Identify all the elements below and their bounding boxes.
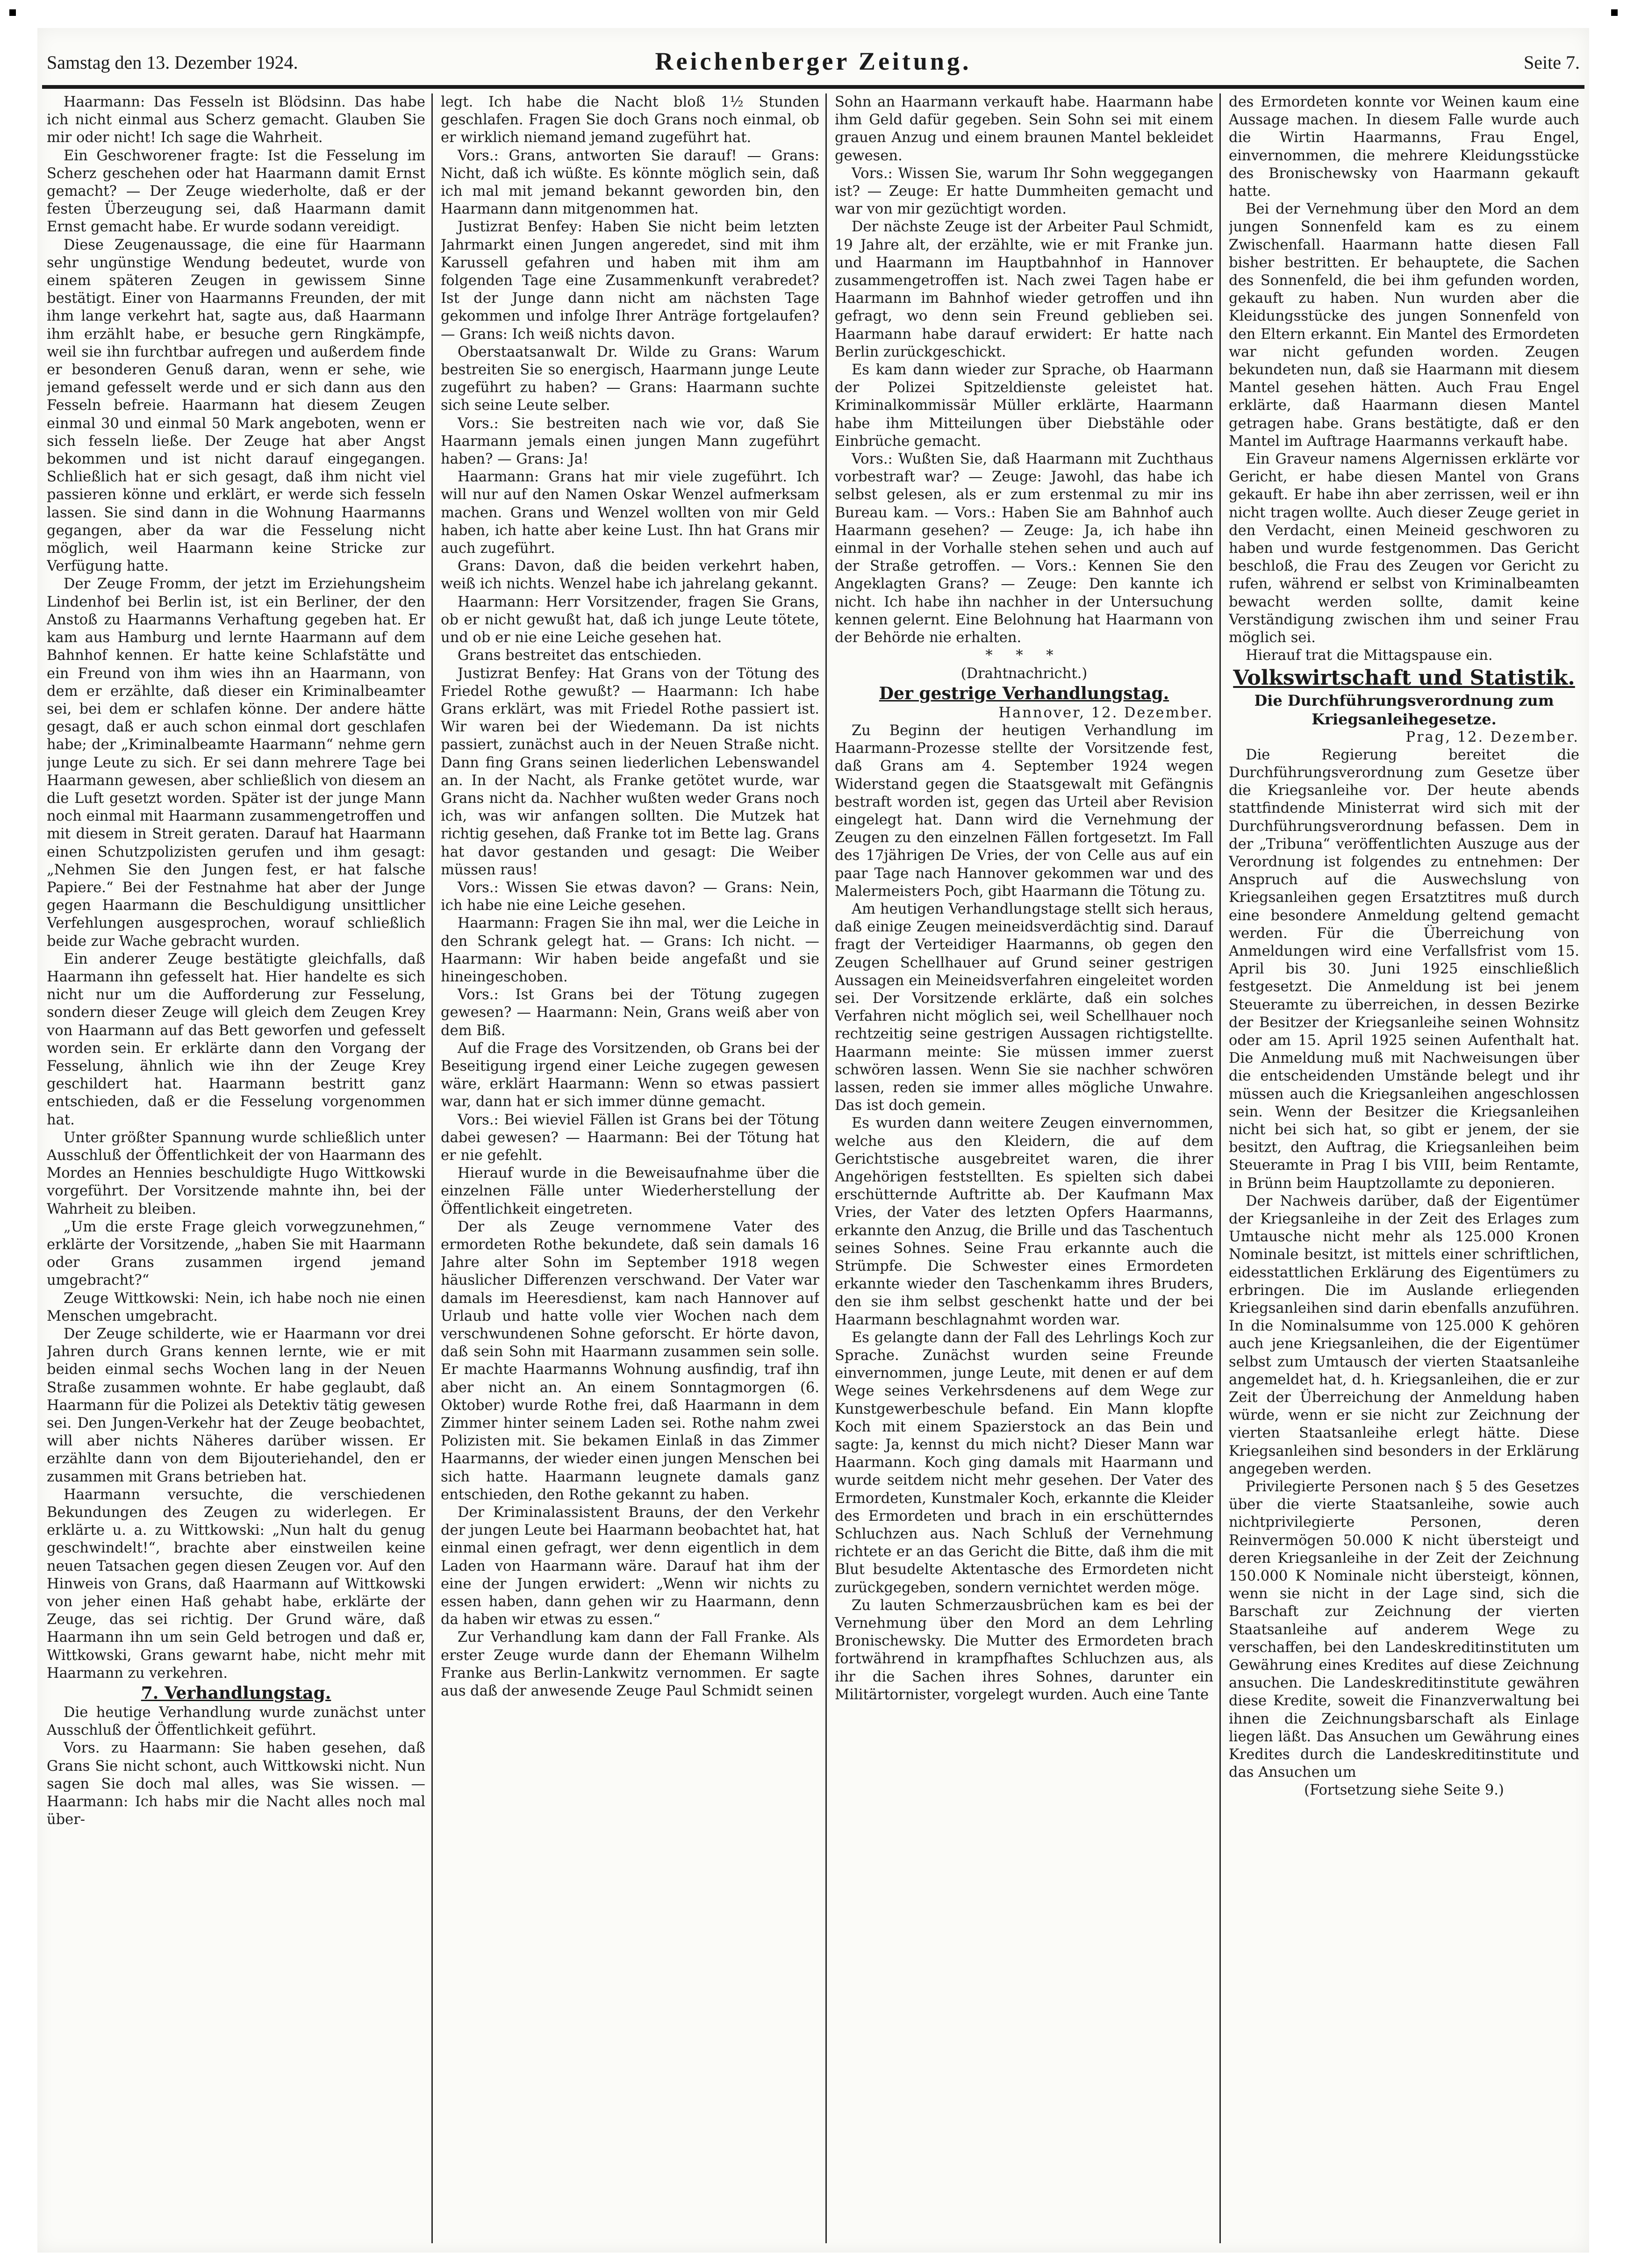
paragraph: Vors.: Sie bestreiten nach wie vor, daß Sie Haarmann jemals einen jungen Mann zugeführt haben? — Grans: Ja! <box>441 415 819 468</box>
paragraph: Zur Verhandlung kam dann der Fall Franke. Als erster Zeuge wurde dann der Ehemann Wilhelm Franke aus Berlin-Lankwitz vernommen. Er sagte aus daß der anwesende Zeuge Paul Schmidt seinen <box>441 1629 819 1700</box>
paragraph: des Ermordeten konnte vor Weinen kaum eine Aussage machen. In diesem Falle wurde auch die Wirtin Haarmanns, Frau Engel, einvernommen, die mehrere Kleidungsstücke des Bronischewsky von Haarmann gekauft hatte. <box>1229 94 1579 200</box>
column-3 <box>835 93 1213 2243</box>
paragraph: Es gelangte dann der Fall des Lehrlings Koch zur Sprache. Zunächst wurden seine Freunde einvernommen, junge Leute, mit denen er auf dem Wege seines Verkehrsdenens auf dem Wege zur Kunstgewerbeschule befand. Ein Mann klopfte Koch mit einem Spazierstock an das Bein und sagte: Ja, kennst du mich nicht? Dieser Mann war Haarmann. Koch ging damals mit Haarmann und wurde seitdem nicht mehr gesehen. Der Vater des Ermordeten, Kunstmaler Koch, erkannte die Kleider des Ermordeten und brach in ein erschütterndes Schluchzen aus. Nach Schluß der Vernehmung richtete er an das Gericht die Bitte, daß ihm die mit Blut besudelte Aktentasche des Ermordeten nicht zurückgegeben, sondern vernichtet werden möge. <box>835 1329 1213 1596</box>
paragraph: Grans bestreitet das entschieden. <box>458 647 702 664</box>
paragraph: Grans: Davon, daß die beiden verkehrt haben, weiß ich nichts. Wenzel habe ich jahrelang gekannt. <box>441 558 819 593</box>
paragraph: Hierauf trat die Mittagspause ein. <box>1246 647 1493 664</box>
paragraph: Vors. zu Haarmann: Sie haben gesehen, daß Grans Sie nicht schont, auch Wittkowski nicht. Nun sagen Sie doch mal alles, was Sie wissen. — Haarmann: Ich habs mir die Nacht alles noch mal über- <box>47 1740 425 1828</box>
paragraph: Vors.: Wissen Sie etwas davon? — Grans: Nein, ich habe nie eine Leiche gesehen. <box>441 879 819 914</box>
paragraph: Der Kriminalassistent Brauns, der den Verkehr der jungen Leute bei Haarmann beobachtet hat, hat einmal einen gefragt, wer denn eigentlich in dem Laden von Haarmann wäre. Darauf hat ihm der eine der Jungen erwidert: „Wenn wir nichts zu essen haben, dann gehen wir zu Haarmann, denn da haben wir etwas zu essen.“ <box>441 1504 819 1628</box>
paragraph: Justizrat Benfey: Haben Sie nicht beim letzten Jahrmarkt einen Jungen angeredet, sind mit ihm Karussell gefahren und haben mit ihm am folgenden Tage eine Zusammenkunft verabredet? Ist der Junge dann nicht am nächsten Tage gekommen und infolge Ihrer Anträge fortgelaufen? — Grans: Ich weiß nichts davon. <box>441 219 819 343</box>
paragraph: Haarmann: Fragen Sie ihn mal, wer die Leiche in den Schrank gelegt hat. — Grans: Ich nicht. — Haarmann: Wir haben beide angefaßt und sie hineingeschoben. <box>441 915 819 985</box>
paragraph: Unter größter Spannung wurde schließlich unter Ausschluß der Öffentlichkeit der von Haarmann des Mordes an Hennies beschuldigte Hugo Wittkowski vorgeführt. Der Vorsitzende mahnte ihn, bei der Wahrheit zu bleiben. <box>47 1129 425 1217</box>
paragraph: Vors.: Wissen Sie, warum Ihr Sohn weggegangen ist? — Zeuge: Er hatte Dummheiten gemacht und war von mir gezüchtigt worden. <box>835 165 1213 218</box>
paragraph: Der nächste Zeuge ist der Arbeiter Paul Schmidt, 19 Jahre alt, der erzählte, wie er mit Franke jun. und Haarmann im Hauptbahnhof in Hannover zusammengetroffen ist. Nach zwei Tagen habe er Haarmann im Bahnhof wieder getroffen und ihn gefragt, wo denn sein Freund geblieben sei. Haarmann habe darauf erwidert: Er hatte nach Berlin zurückgeschickt. <box>835 219 1213 360</box>
column-2 <box>441 93 819 2243</box>
paragraph: Oberstaatsanwalt Dr. Wilde zu Grans: Warum bestreiten Sie so energisch, Haarmann junge Leute zugeführt zu haben? — Grans: Haarmann suchte sich seine Leute selber. <box>441 343 819 414</box>
paragraph: Auf die Frage des Vorsitzenden, ob Grans bei der Beseitigung irgend einer Leiche zugegen gewesen wäre, erklärt Haarmann: Wenn so etwas passiert war, dann hat er sich immer dünne gemacht. <box>441 1040 819 1110</box>
paragraph: legt. Ich habe die Nacht bloß 1½ Stunden geschlafen. Fragen Sie doch Grans noch einmal, ob er wirklich niemand jemand zugeführt hat. <box>441 94 819 146</box>
paragraph: Privilegierte Personen nach § 5 des Gesetzes über die vierte Staatsanleihe, sowie auch nichtprivilegierte Personen, deren Reinvermögen 50.000 K nicht übersteigt und deren Kriegsanleihe in der Zeit der Zeichnung 150.000 K Nominale nicht übersteigt, können, wenn sie nicht in der Lage sind, sich die Barschaft zur Zeichnung der vierten Staatsanleihe auf anderem Wege zu verschaffen, bei den Landeskreditinstituten um Gewährung eines Kredites auf diese Zeichnung ansuchen. Die Landeskreditinstitute gewähren diese Kredite, soweit die Finanzverwaltung bei ihnen die Zeichnungsbarschaft als Einlage liegen läßt. Das Ansuchen um Gewährung eines Kredites durch die Landeskreditinstitute und das Ansuchen um <box>1229 1479 1579 1781</box>
page-header <box>37 42 1589 84</box>
continuation-note: (Fortsetzung siehe Seite 9.) <box>1304 1782 1504 1799</box>
paragraph: Haarmann versuchte, die verschiedenen Bekundungen des Zeugen zu widerlegen. Er erklärte u. a. zu Wittkowski: „Nun halt du genug geschwindelt!“, brachte aber einstweilen keine neuen Tatsachen gegen diesen Zeugen vor. Auf den Hinweis von Grans, daß Haarmann auf Wittkowski von jeher einen Haß gehabt habe, erklärte der Zeuge, das sei richtig. Der Grund wäre, daß Haarmann ihn um sein Geld betrogen und daß er, Wittkowski, Grans gewarnt habe, nicht mehr mit Haarmann zu verkehren. <box>47 1486 425 1681</box>
paragraph: Es wurden dann weitere Zeugen einvernommen, welche aus den Kleidern, die auf dem Gerichtstische ausgebreitet waren, die ihrer Angehörigen feststellten. Es spielten sich dabei erschütternde Auftritte ab. Der Kaufmann Max Vries, der Vater des letzten Opfers Haarmanns, erkannte den Anzug, die Brille und das Taschentuch seines Sohnes. Seine Frau erkannte auch die Strümpfe. Die Schwester eines Ermordeten erkannte wieder den Taschenkamm ihres Bruders, den sie ihm selbst geschenkt hatte und der bei Haarmann beschlagnahmt worden war. <box>835 1115 1213 1328</box>
paragraph: Zu Beginn der heutigen Verhandlung im Haarmann-Prozesse stellte der Vorsitzende fest, daß Grans am 4. September 1924 wegen Widerstand gegen die Staatsgewalt mit Gefängnis bestraft worden ist, gegen das Urteil aber Revision eingelegt hat. Dann wird die Vernehmung der Zeugen zu den einzelnen Fällen fortgesetzt. Im Fall des 17jährigen De Vries, der von Celle aus auf ein paar Tage nach Hannover gekommen war und des Malermeisters Poch, gibt Haarmann die Tötung zu. <box>835 722 1213 900</box>
paragraph: Vors.: Bei wieviel Fällen ist Grans bei der Tötung dabei gewesen? — Haarmann: Bei der Tötung hat er nie gefehlt. <box>441 1111 819 1164</box>
paragraph: Zeuge Wittkowski: Nein, ich habe noch nie einen Menschen umgebracht. <box>47 1290 425 1324</box>
paragraph: Hierauf wurde in die Beweisaufnahme über die einzelnen Fälle unter Wiederherstellung der Öffentlichkeit eingetreten. <box>441 1165 819 1217</box>
paragraph: Vors.: Wußten Sie, daß Haarmann mit Zuchthaus vorbestraft war? — Zeuge: Jawohl, das habe ich selbst gelesen, als er zum erstenmal zu mir ins Bureau kam. — Vors.: Haben Sie am Bahnhof auch Haarmann gesehen? — Zeuge: Ja, ich habe ihn einmal in der Vorhalle stehen sehen und auch auf der Straße getroffen. — Vors.: Kennen Sie den Angeklagten Grans? — Zeuge: Den kannte ich nicht. Ich habe ihn nachher in der Untersuchung kennen gelernt. Eine Belohnung hat Haarmann von der Behörde nie erhalten. <box>835 451 1213 646</box>
section-heading: Der gestrige Verhandlungstag. <box>879 683 1169 703</box>
paragraph: Der Nachweis darüber, daß der Eigentümer der Kriegsanleihe in der Zeit des Erlages zum Umtausche nicht mehr als 125.000 Kronen Nominale besitzt, ist mittels einer schriftlichen, eidesstattlichen Erklärung des Eigentümers zu erbringen. Die im Auslande erliegenden Kriegsanleihen sind darin ebenfalls anzuführen. In die Nominalsumme von 125.000 K gehören auch jene Kriegsanleihen, die der Eigentümer selbst zum Umtausch der vierten Staatsanleihe angemeldet hat, d. h. Kriegsanleihen, die er zur Zeit der Überreichung der Anmeldung haben würde, wenn er sie nicht zur Zeichnung der vierten Staatsanleihe erlegt hätte. Diese Kriegsanleihen sind besonders in der Erklärung angegeben werden. <box>1229 1193 1579 1477</box>
wire-note: (Drahtnachricht.) <box>960 665 1088 682</box>
paragraph: Ein Graveur namens Algernissen erklärte vor Gericht, er habe diesen Mantel von Grans gekauft. Er habe ihn aber zerrissen, weil er ihn nicht tragen wollte. Auch dieser Zeuge geriet in den Verdacht, einen Meineid geschworen zu haben und wurde festgenommen. Das Gericht beschloß, die Frau des Zeugen vor Gericht zu rufen, während er selbst von Kriminalbeamten bewacht werden sollte, damit keine Verständigung zwischen ihm und seiner Frau möglich sei. <box>1229 451 1579 646</box>
paragraph: Justizrat Benfey: Hat Grans von der Tötung des Friedel Rothe gewußt? — Haarmann: Ich habe Grans erklärt, was mit Friedel Rothe passiert ist. Wir waren bei der Wiedemann. Da ist nichts passiert, zunächst auch in der Neuen Straße nicht. Dann fing Grans seinen liederlichen Lebenswandel an. In der Nacht, als Franke getötet wurde, war Grans nicht da. Nachher wußten weder Grans noch ich, was wir anfangen sollten. Die Mutzek hat richtig gesehen, daß Franke tot im Bette lag. Grans hat davor gestanden und gesagt: Die Weiber müssen raus! <box>441 665 819 878</box>
paragraph: Es kam dann wieder zur Sprache, ob Haarmann der Polizei Spitzeldienste geleistet hat. Kriminalkommissär Müller erklärte, Haarmann habe ihm Mitteilungen über Diebstähle oder Einbrüche gemacht. <box>835 362 1213 450</box>
section-title: Volkswirtschaft und Statistik. <box>1233 665 1575 690</box>
paragraph: Ein anderer Zeuge bestätigte gleichfalls, daß Haarmann ihn gefesselt hat. Hier handelte es sich nicht nur um die Aufforderung zur Fesselung, sondern dieser Zeuge will gleich dem Zeugen Krey von Haarmann auf das Bett geworfen und gefesselt worden sein. Er erklärte dann den Vorgang der Fesselung, ähnlich wie ihn der Zeuge Krey geschildert hat. Haarmann bestritt ganz entschieden, daß er die Fesselung vorgenommen hat. <box>47 951 425 1128</box>
column-4 <box>1229 93 1579 2243</box>
paragraph: Ein Geschworener fragte: Ist die Fesselung im Scherz geschehen oder hat Haarmann damit Ernst gemacht? — Der Zeuge wiederholte, daß er der festen Überzeugung sei, daß Haarmann damit Ernst gemacht habe. Er wurde sodann vereidigt. <box>47 147 425 236</box>
paragraph: Die Regierung bereitet die Durchführungsverordnung zum Gesetze über die Kriegsanleihe vor. Der heute abends stattfindende Ministerrat wird sich mit der Durchführungsverordnung befassen. Dem in der „Tribuna“ veröffentlichten Auszuge aus der Verordnung ist folgendes zu entnehmen: Der Anspruch auf die Auswechslung von Kriegsanleihen gegen Ersatztitres muß durch eine besondere Anmeldung geltend gemacht werden. Für die Überreichung von Anmeldungen wird eine Verfallsfrist vom 15. April bis 30. Juni 1925 einschließlich festgesetzt. Die Anmeldung ist bei jenem Steueramte zu überreichen, in dessen Bezirke der Besitzer der Kriegsanleihe seinen Wohnsitz oder am 15. April 1925 seinen Aufenthalt hat. Die Anmeldung muß mit Nachweisungen über die entscheidenden Umstände belegt und ihr müssen auch die Kriegsanleihen angeschlossen sein. Wenn der Besitzer die Kriegsanleihen nicht bei sich hat, so gibt er jenem, der sie besitzt, den Auftrag, die Kriegsanleihen beim Steueramte in Prag I bis VIII, beim Rentamte, in Brünn beim Hauptzollamte zu deponieren. <box>1229 746 1579 1192</box>
paragraph: Sohn an Haarmann verkauft habe. Haarmann habe ihm Geld dafür gegeben. Sein Sohn sei mit einem grauen Anzug und einem braunen Mantel bekleidet gewesen. <box>835 94 1213 164</box>
paragraph: Der Zeuge Fromm, der jetzt im Erziehungsheim Lindenhof bei Berlin ist, ist ein Berliner, der den Anstoß zu Haarmanns Verhaftung gegeben hat. Er kam aus Hamburg und lernte Haarmann auf dem Bahnhof kennen. Er hatte keine Schlafstätte und ein Freund von ihm wies ihn an Haarmann, von dem er erzählte, daß dieser ein Kriminalbeamter sei, bei dem er schlafen könne. Der andere hätte gesagt, daß er auch schon einmal dort geschlafen habe; der „Kriminalbeamte Haarmann“ nehme gern junge Leute zu sich. Er sei dann mehrere Tage bei Haarmann gewesen, aber schließlich von diesem an die Luft gesetzt worden. Später ist der junge Mann noch einmal mit Haarmann zusammengetroffen und mit diesem in Streit geraten. Darauf hat Haarmann einen Schutzpolizisten gerufen und ihm gesagt: „Nehmen Sie den Jungen fest, er hat falsche Papiere.“ Bei der Festnahme hat aber der Junge gegen Haarmann die Beschuldigung unsittlicher Verfehlungen ausgesprochen, worauf schließlich beide zur Wache gebracht wurden. <box>47 576 425 950</box>
paragraph: Haarmann: Herr Vorsitzender, fragen Sie Grans, ob er nicht gewußt hat, daß ich junge Leute tötete, und ob er nie eine Leiche gesehen hat. <box>441 594 819 646</box>
dateline: Hannover, 12. Dezember. <box>998 704 1213 721</box>
scan-corner-mark <box>1611 9 1618 16</box>
column-divider <box>431 93 433 2243</box>
newspaper-page <box>37 28 1589 2253</box>
article-headline: Die Durchführungsverordnung zum Kriegsanleihegesetze. <box>1254 691 1554 728</box>
column-1 <box>47 93 425 2243</box>
header-rule <box>42 85 1584 89</box>
paragraph: Am heutigen Verhandlungstage stellt sich heraus, daß einige Zeugen meineidsverdächtig sind. Darauf fragt der Verteidiger Haarmanns, ob gegen den Zeugen Schellhauer auf Grund seiner gestrigen Aussagen ein Meineidsverfahren eingeleitet worden sei. Der Vorsitzende erklärte, daß ein solches Verfahren nicht möglich sei, weil Schellhauer noch rechtzeitig seine gestrigen Aussagen richtigstellte. Haarmann meinte: Sie müssen immer zuerst schwören lassen. Wenn Sie sie nachher schwören lassen, reden sie immer alles mögliche Unwahre. Das ist doch gemein. <box>835 901 1213 1114</box>
newspaper-title: Reichenberger Zeitung. <box>655 47 972 75</box>
paragraph: Haarmann: Grans hat mir viele zugeführt. Ich will nur auf den Namen Oskar Wenzel aufmerksam machen. Grans und Wenzel wollten von mir Geld haben, ich hatte aber keine Lust. Ihn hat Grans mir auch zugeführt. <box>441 469 819 557</box>
section-separator: * * * <box>985 647 1063 664</box>
paragraph: „Um die erste Frage gleich vorwegzunehmen,“ erklärte der Vorsitzende, „haben Sie mit Haarmann oder Grans zusammen irgend jemand umgebracht?“ <box>47 1218 425 1289</box>
scan-corner-mark <box>9 9 16 16</box>
column-divider <box>825 93 827 2243</box>
paragraph: Vors.: Grans, antworten Sie darauf! — Grans: Nicht, daß ich wüßte. Es könnte möglich sein, daß ich mal mit jemand bekannt geworden bin, den Haarmann dann mitgenommen hat. <box>441 147 819 218</box>
paragraph: Vors.: Ist Grans bei der Tötung zugegen gewesen? — Haarmann: Nein, Grans weiß aber von dem Biß. <box>441 987 819 1039</box>
page-number: Seite 7. <box>1524 52 1580 73</box>
paragraph: Bei der Vernehmung über den Mord an dem jungen Sonnenfeld kam es zu einem Zwischenfall. Haarmann hatte diesen Fall bisher bestritten. Er behauptete, die Sachen des Sonnenfeld, die bei ihm gefunden worden, gekauft zu haben. Nun wurden aber die Kleidungsstücke des jungen Sonnenfeld von den Eltern erkannt. Ein Mantel des Ermordeten war nicht gefunden worden. Zeugen bekundeten nun, daß sie Haarmann mit diesem Mantel gesehen hätten. Auch Frau Engel erklärte, daß Haarmann diesen Mantel getragen habe. Grans bestätigte, daß er den Mantel im Auftrage Haarmanns verkauft habe. <box>1229 201 1579 450</box>
section-heading: 7. Verhandlungstag. <box>141 1683 331 1703</box>
paragraph: Die heutige Verhandlung wurde zunächst unter Ausschluß der Öffentlichkeit geführt. <box>47 1704 425 1739</box>
paragraph: Diese Zeugenaussage, die eine für Haarmann sehr ungünstige Wendung bedeutet, wurde von einem späteren Zeugen in gewissem Sinne bestätigt. Einer von Haarmanns Freunden, der mit ihm lange verkehrt hat, sagte aus, daß Haarmann ihm erzählt habe, er besuche gern Ringkämpfe, weil sie ihn furchtbar aufregen und außerdem finde er besonderen Genuß daran, wenn er sehe, wie jemand gefesselt werde und er sich dann aus den Fesseln befreie. Haarmann hat diesem Zeugen einmal 30 und einmal 50 Mark angeboten, wenn er sich fesseln ließe. Der Zeuge hat aber Angst bekommen und ist nicht darauf eingegangen. Schließlich hat er sich gesagt, daß ihm nicht viel passieren könne und erklärt, er werde sich fesseln lassen. Sie sind dann in die Wohnung Haarmanns gegangen, aber da war die Fesselung nicht möglich, weil Haarmann keine Stricke zur Verfügung hatte. <box>47 236 425 575</box>
paragraph: Der Zeuge schilderte, wie er Haarmann vor drei Jahren durch Grans kennen lernte, wie er mit beiden einmal sechs Wochen lang in der Neuen Straße zusammen wohnte. Er habe geglaubt, daß Haarmann für die Polizei als Detektiv tätig gewesen sei. Den Jungen-Verkehr hat der Zeuge beobachtet, will aber nichts Näheres darüber wissen. Er erzählte dann von dem Bijouteriehandel, den er zusammen mit Grans betrieben hat. <box>47 1326 425 1485</box>
column-divider <box>1219 93 1221 2243</box>
issue-date: Samstag den 13. Dezember 1924. <box>47 52 298 73</box>
dateline: Prag, 12. Dezember. <box>1405 729 1579 745</box>
paragraph: Zu lauten Schmerzausbrüchen kam es bei der Vernehmung über den Mord an dem Lehrling Bronischewsky. Die Mutter des Ermordeten brach fortwährend in krampfhaftes Schluchzen aus, als ihr die Sachen ihres Sohnes, darunter ein Militärtornister, vorgelegt wurden. Auch eine Tante <box>835 1597 1213 1703</box>
paragraph: Haarmann: Das Fesseln ist Blödsinn. Das habe ich nicht einmal aus Scherz gemacht. Glauben Sie mir oder nicht! Ich sage die Wahrheit. <box>47 94 425 146</box>
paragraph: Der als Zeuge vernommene Vater des ermordeten Rothe bekundete, daß sein damals 16 Jahre alter Sohn im September 1918 wegen häuslicher Differenzen verschwand. Der Vater war damals im Heeresdienst, kam nach Hannover auf Urlaub und hatte volle vier Wochen nach dem verschwundenen Sohne geforscht. Er hörte davon, daß sein Sohn mit Haarmann zusammen sein solle. Er machte Haarmanns Wohnung ausfindig, traf ihn aber nicht an. An einem Sonntagmorgen (6. Oktober) wurde Rothe frei, daß Haarmann in dem Zimmer hinter seinem Laden sei. Rothe nahm zwei Polizisten mit. Sie bekamen Einlaß in das Zimmer Haarmanns, der wieder einen jungen Menschen bei sich hatte. Haarmann leugnete damals ganz entschieden, den Rothe gekannt zu haben. <box>441 1218 819 1503</box>
